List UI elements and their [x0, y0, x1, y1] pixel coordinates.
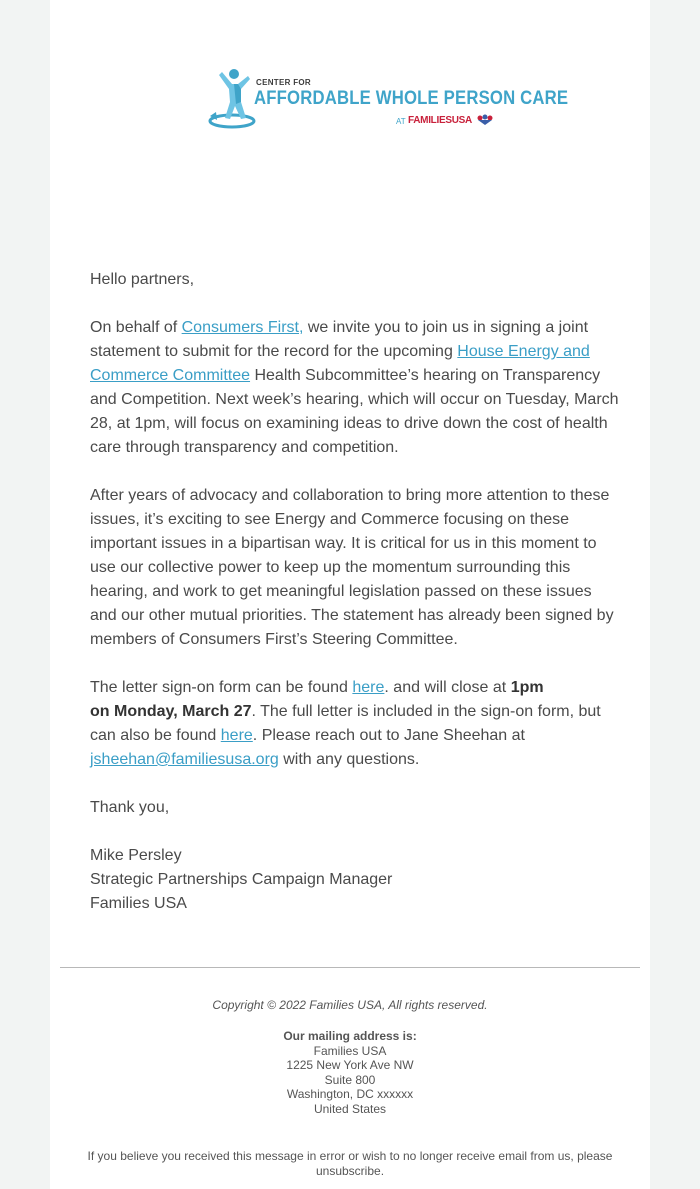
text-span: with any questions.	[278, 751, 420, 768]
full-letter-link[interactable]: here	[220, 727, 253, 744]
address-line: Families USA	[313, 1043, 387, 1058]
greeting: Hello partners,	[90, 271, 195, 288]
signature-title: Strategic Partnerships Campaign Manager	[90, 871, 393, 888]
contact-email-link[interactable]: jsheehan@familiesusa.org	[90, 751, 279, 768]
paragraph-signon	[90, 676, 620, 772]
energy-commerce-link[interactable]: House Energy and Commerce Committee	[90, 343, 590, 384]
text-span: . The full letter is included in the sign-on form, but can also be found	[90, 703, 601, 744]
logo-line1: CENTER FOR	[256, 78, 311, 87]
email-body	[90, 268, 620, 940]
families-hearts-icon	[476, 114, 494, 126]
mailing-address	[70, 1029, 630, 1117]
text-span: we invite you to join us in signing a joint statement to submit for the record for the upcoming	[90, 319, 589, 360]
email-footer	[70, 998, 630, 1179]
deadline-date: on Monday, March 27	[90, 703, 252, 720]
deadline-time: 1pm	[510, 679, 544, 696]
text-span: If you believe you received this message in error or wish to no longer receive email from us, please	[87, 1148, 613, 1163]
address-line: Suite 800	[324, 1072, 376, 1087]
paragraph-advocacy: After years of advocacy and collaboration to bring more attention to these issues, it’s exciting to see Energy and Commerce focusing on these important issues in a bipartisan way. It is critical for us in this moment to use our collective power to keep up the momentum surrounding this hearing, and work to get meaningful legislation passed on these issues and our other mutual priorities. The statement has already been signed by members of Consumers First’s Steering Committee.	[90, 487, 614, 648]
email-page	[50, 0, 650, 1189]
logo-org: FAMILIESUSA	[408, 115, 472, 126]
consumers-first-link[interactable]: Consumers First,	[181, 319, 304, 336]
text-span: Health Subcommittee’s hearing on Transparency and Competition. Next week’s hearing, which will occur on Tuesday, March 28, at 1pm, will focus on examining ideas to drive down the cost of health care through transparency and competition.	[90, 367, 619, 456]
footer-divider	[60, 967, 640, 968]
logo-at: AT	[396, 117, 406, 126]
text-span: . Please reach out to Jane Sheehan at	[252, 727, 525, 744]
text-span: . and will close at	[384, 679, 511, 696]
address-line: 1225 New York Ave NW	[286, 1058, 414, 1073]
address-heading: Our mailing address is:	[283, 1029, 417, 1043]
center-logo[interactable]	[208, 64, 569, 134]
signature-org: Families USA	[90, 895, 187, 912]
unsubscribe-link[interactable]: unsubscribe	[315, 1163, 381, 1178]
text-span: On behalf of	[90, 319, 182, 336]
text-span: .	[380, 1163, 385, 1178]
closing: Thank you,	[90, 799, 170, 816]
signon-form-link[interactable]: here	[352, 679, 385, 696]
unsubscribe-note	[70, 1149, 630, 1179]
signature	[90, 844, 620, 916]
paragraph-invite	[90, 316, 620, 460]
address-line: United States	[313, 1101, 387, 1116]
logo-line2: AFFORDABLE WHOLE PERSON CARE	[254, 88, 569, 109]
copyright: Copyright © 2022 Families USA, All rights reserved.	[212, 998, 488, 1012]
text-span: The letter sign-on form can be found	[90, 679, 353, 696]
address-line: Washington, DC xxxxxx	[286, 1087, 414, 1102]
signature-name: Mike Persley	[90, 847, 182, 864]
person-figure-icon	[208, 64, 258, 134]
